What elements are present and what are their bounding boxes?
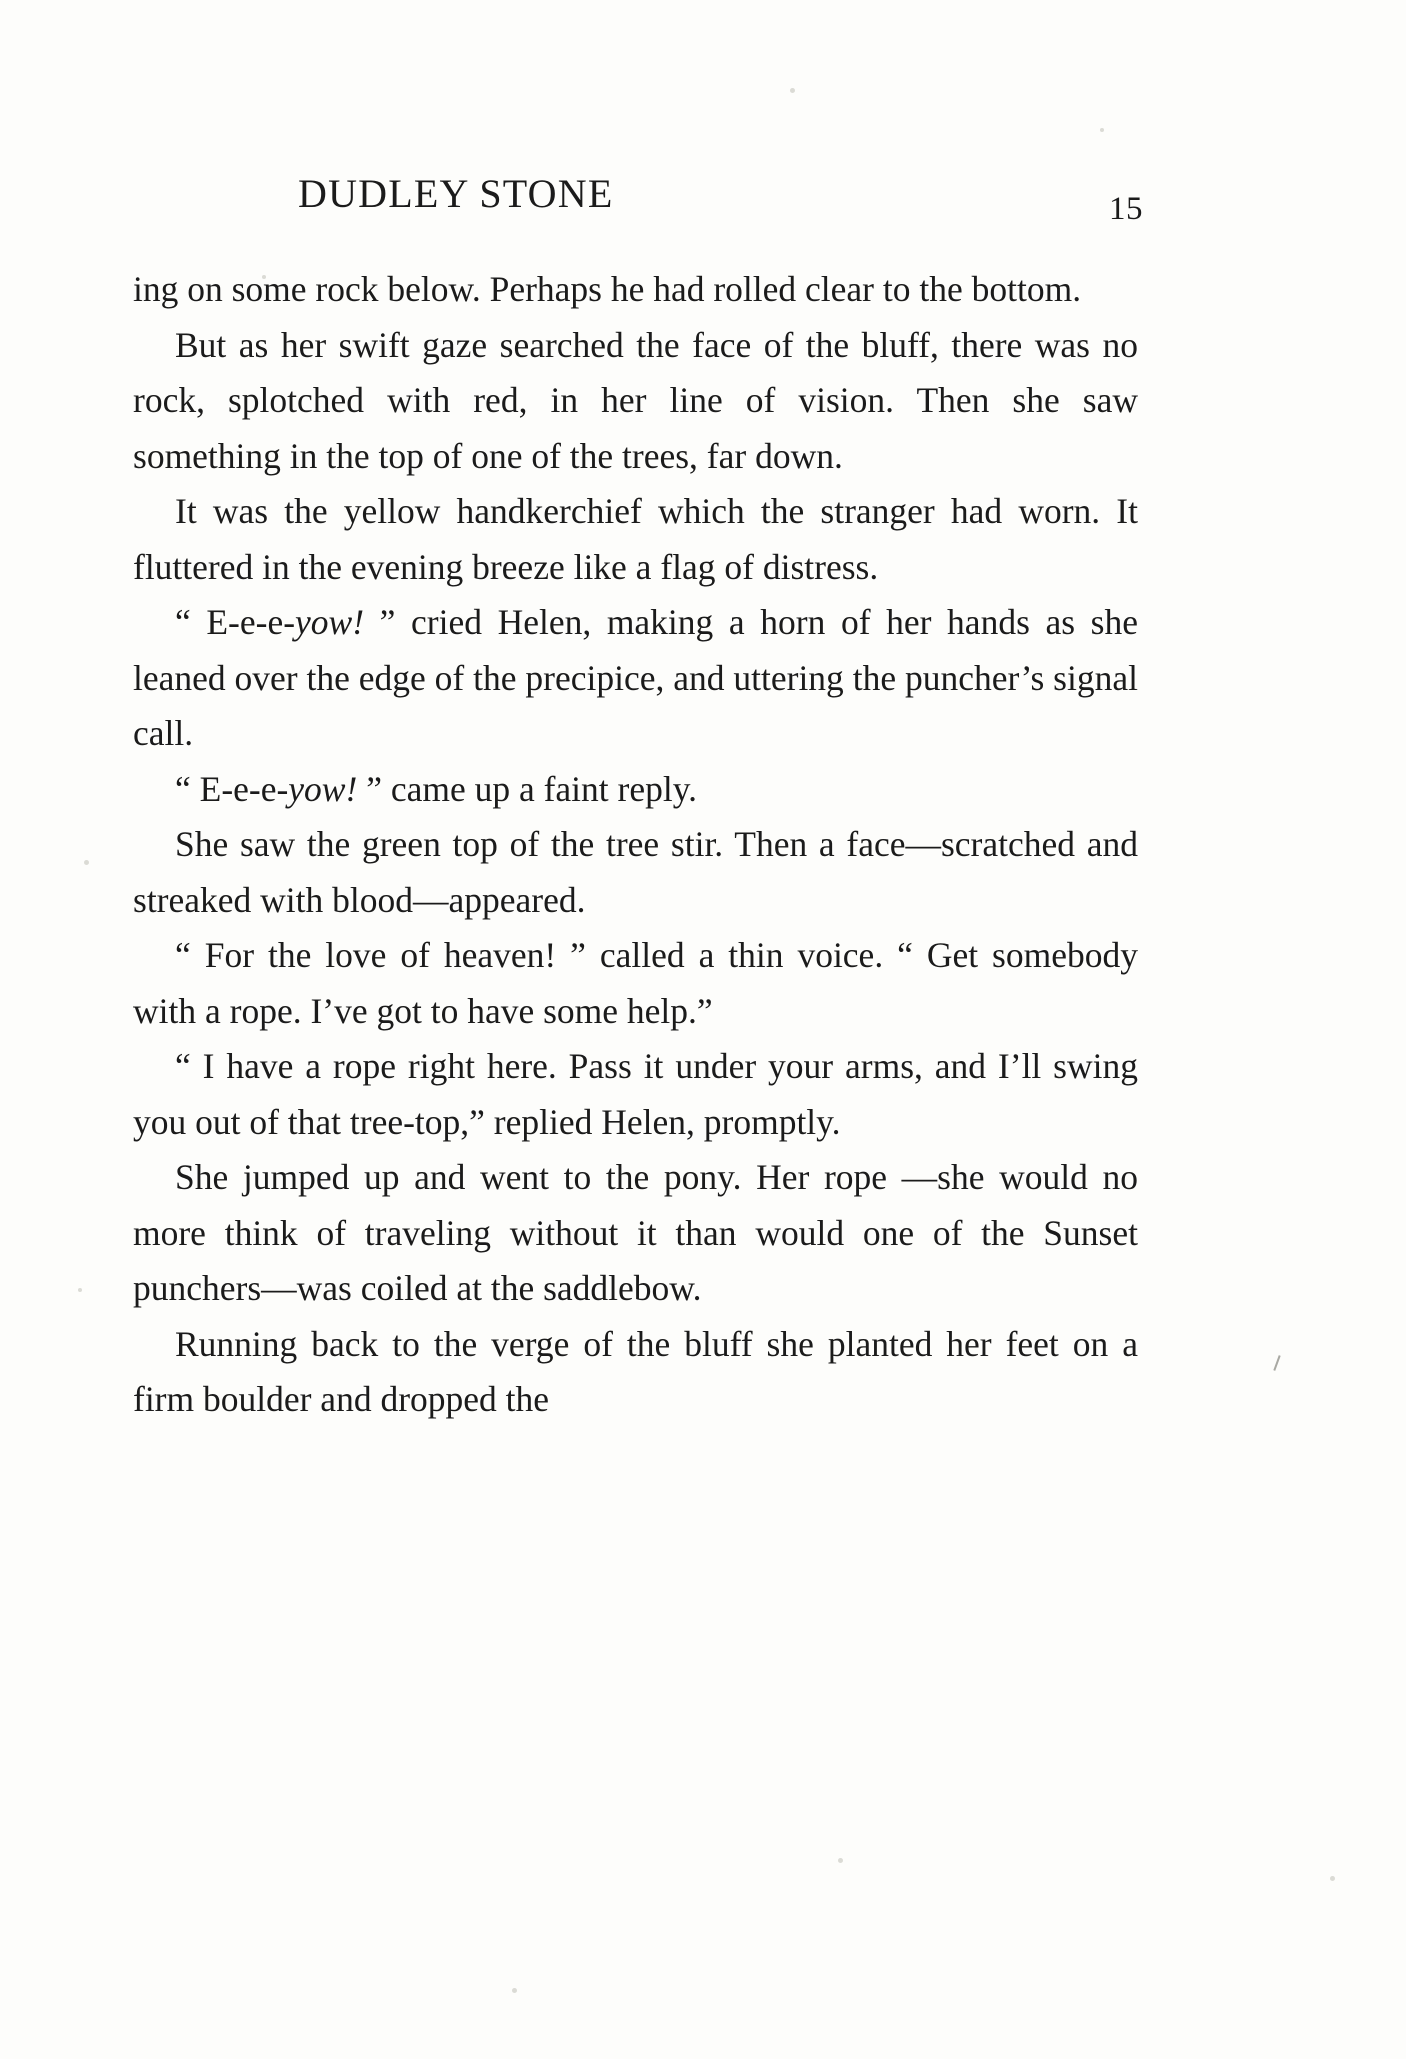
paragraph: ing on some rock below. Perhaps he had rolled clear to the bottom. <box>133 269 1082 309</box>
paragraph: She jumped up and went to the pony. Her rope —she would no more think of traveling without it than would one of the Sunset punchers—was coiled at the saddlebow. <box>133 1157 1138 1308</box>
quote-open: “ E-e-e- <box>175 602 296 642</box>
paragraph: It was the yellow handkerchief which the stranger had worn. It fluttered in the evening breeze like a flag of distress. <box>133 491 1138 587</box>
scan-speck <box>838 1858 843 1863</box>
quote-rest: ” came up a faint reply. <box>357 768 698 809</box>
running-title: DUDLEY STONE <box>298 171 614 216</box>
paragraph <box>133 595 1138 762</box>
scan-speck <box>1330 1876 1335 1881</box>
scan-speck <box>512 1988 517 1993</box>
quote-rest: ” cried Helen, making a horn of her hands as she leaned over the edge of the precipice, and uttering the puncher’s signal call. <box>133 602 1138 753</box>
body-text <box>133 262 1138 1428</box>
scan-speck <box>790 88 795 93</box>
scan-speck <box>1100 128 1104 132</box>
paragraph: “ For the love of heaven! ” called a thin voice. “ Get somebody with a rope. I’ve got to have some help.” <box>133 935 1138 1031</box>
scan-speck <box>78 1288 82 1292</box>
paragraph: But as her swift gaze searched the face of the bluff, there was no rock, splotched with red, in her line of vision. Then she saw something in the top of one of the trees, far down. <box>133 324 1138 476</box>
page-header <box>298 170 1163 230</box>
paragraph: Running back to the verge of the bluff she planted her feet on a firm boulder and dropped the <box>133 1323 1138 1419</box>
scan-speck <box>84 860 89 865</box>
page-number: 15 <box>1109 191 1143 227</box>
paragraph: “ I have a rope right here. Pass it under your arms, and I’ll swing you out of that tree-top,” replied Helen, promptly. <box>133 1046 1138 1142</box>
paragraph <box>133 762 1138 818</box>
italic-word: yow! <box>288 768 358 809</box>
page-content <box>133 170 1163 1428</box>
paragraph: She saw the green top of the tree stir. Then a face—scratched and streaked with blood—appeared. <box>133 824 1138 920</box>
pencil-mark <box>1273 1355 1280 1371</box>
quote-open: “ E-e-e- <box>175 768 289 809</box>
italic-word: yow! <box>295 602 365 642</box>
